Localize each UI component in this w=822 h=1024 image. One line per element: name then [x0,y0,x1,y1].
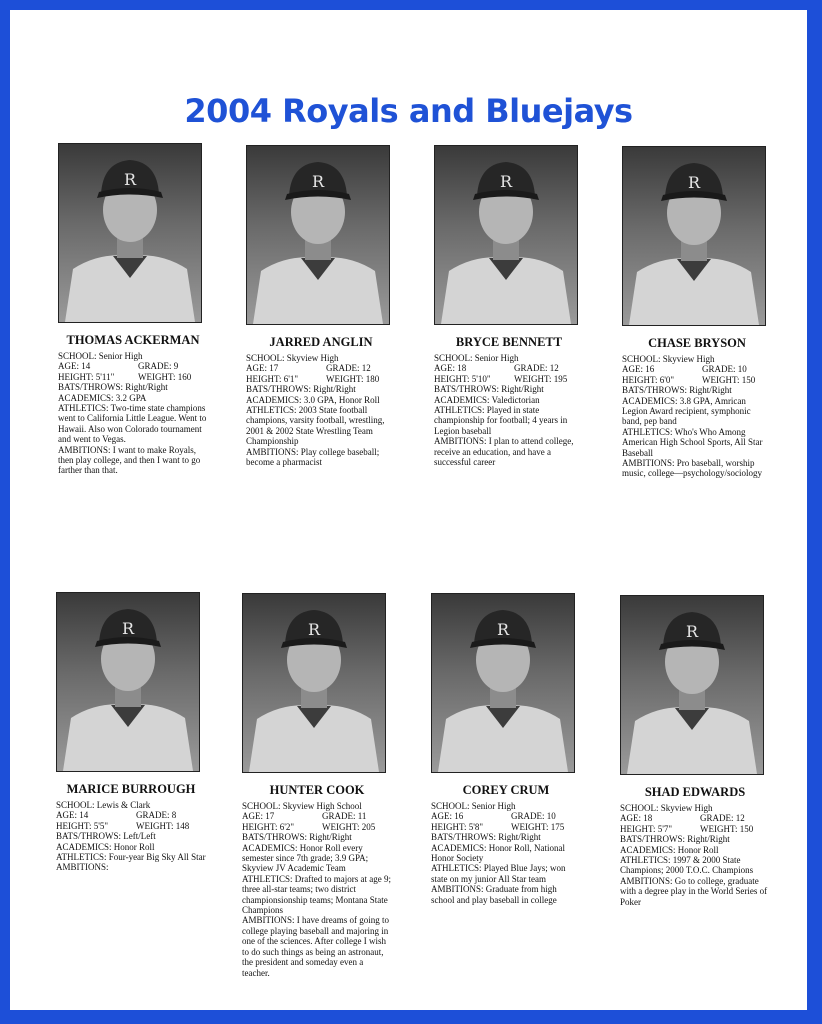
player-stats [620,803,770,907]
player-weight: WEIGHT: 175 [511,821,565,832]
player-bats-throws: BATS/THROWS: Left/Left [56,831,156,842]
player-academics: ACADEMICS: Honor Roll [620,844,719,855]
player-age: AGE: 18 [620,813,653,824]
player-school: SCHOOL: Lewis & Clark [56,800,151,810]
player-stats [246,353,396,467]
player-grade: GRADE: 12 [700,813,745,824]
player-bats-throws: BATS/THROWS: Right/Right [434,384,544,395]
player-weight: WEIGHT: 150 [702,374,756,385]
cap-letter: R [685,622,699,641]
player-photo [242,593,386,773]
player-grade: GRADE: 8 [136,810,177,821]
player-bats-throws: BATS/THROWS: Right/Right [58,382,168,393]
player-school: SCHOOL: Skyview High [622,354,715,364]
player-height: HEIGHT: 5'7" [620,823,673,834]
player-athletics: ATHLETICS: Played in state championship for football; 4 years in Legion baseball [434,405,568,436]
player-card-anglin [246,145,422,467]
player-photo [622,146,766,326]
player-weight: WEIGHT: 150 [700,823,754,834]
player-academics: ACADEMICS: Honor Roll every semester since 7th grade; 3.9 GPA; Skyview JV Academic Team [242,842,369,874]
player-athletics: ATHLETICS: 1997 & 2000 State Champions; 2000 T.O.C. Champions [620,855,754,876]
player-name: BRYCE BENNETT [455,335,563,349]
player-school: SCHOOL: Senior High [434,353,519,363]
player-ambitions: AMBITIONS: I want to make Royals, then play college, and then I want to go farther than that. [58,444,201,476]
player-stats [622,354,772,479]
player-ambitions: AMBITIONS: Play college baseball; become a pharmacist [246,446,380,468]
player-athletics: ATHLETICS: Played Blue Jays; won state on my junior All Star team [431,863,566,884]
player-card-ackerman [58,143,234,476]
player-bats-throws: BATS/THROWS: Right/Right [620,834,730,845]
player-academics: ACADEMICS: 3.2 GPA [58,392,147,403]
cap-letter: R [687,173,701,192]
player-grade: GRADE: 12 [326,363,371,374]
player-height: HEIGHT: 5'8" [431,821,484,832]
player-academics: ACADEMICS: 3.0 GPA, Honor Roll [246,394,380,405]
portrait-illustration [243,594,385,772]
player-height: HEIGHT: 5'10" [434,373,491,384]
player-card-edwards [620,595,796,907]
player-bats-throws: BATS/THROWS: Right/Right [246,384,356,395]
player-height: HEIGHT: 5'11" [58,371,115,382]
player-ambitions: AMBITIONS: Go to college, graduate with a degree play in the World Series of Poker [620,875,768,907]
player-weight: WEIGHT: 205 [322,821,376,832]
player-bats-throws: BATS/THROWS: Right/Right [431,832,541,843]
player-weight: WEIGHT: 180 [326,373,380,384]
player-photo [58,143,202,323]
player-school: SCHOOL: Skyview High School [242,801,362,811]
player-age: AGE: 14 [56,810,89,821]
player-athletics: ATHLETICS: Who's Who Among American High School Sports, All Star Baseball [622,426,763,458]
player-height: HEIGHT: 6'0" [622,374,675,385]
player-academics: ACADEMICS: Honor Roll, National Honor Society [431,842,565,864]
page-title: 2004 Royals and Bluejays [184,92,633,130]
cap-letter: R [311,172,325,191]
player-bats-throws: BATS/THROWS: Right/Right [242,832,352,843]
player-ambitions: AMBITIONS: [56,862,109,873]
player-academics: ACADEMICS: Valedictorian [434,394,540,405]
player-school: SCHOOL: Skyview High [620,803,713,813]
player-ambitions: AMBITIONS: I plan to attend college, receive an education, and have a successful career [434,436,574,468]
player-stats [242,801,392,978]
portrait-illustration [59,144,201,322]
player-stats [434,353,584,467]
player-grade: GRADE: 10 [702,364,747,375]
player-stats [58,351,208,476]
portrait-illustration [247,146,389,324]
portrait-illustration [432,594,574,772]
player-card-burrough [56,592,232,873]
cap-letter: R [123,170,137,189]
player-height: HEIGHT: 5'5" [56,820,109,831]
player-name: HUNTER COOK [269,783,365,797]
player-athletics: ATHLETICS: Four-year Big Sky All Star [56,852,206,863]
player-name: MARICE BURROUGH [66,782,196,796]
player-stats [56,800,206,873]
player-photo [246,145,390,325]
player-photo [56,592,200,772]
cap-letter: R [121,619,135,638]
portrait-illustration [621,596,763,774]
player-card-cook [242,593,418,978]
player-grade: GRADE: 12 [514,363,559,374]
player-athletics: ATHLETICS: Drafted to majors at age 9; three all-star teams; two district championsionship teams; Montana State Champions [242,873,391,916]
player-school: SCHOOL: Senior High [58,351,143,361]
player-athletics: ATHLETICS: 2003 State football champions, varsity football, wrestling, 2001 & 2002 State Wrestling Team Championship [246,405,385,447]
player-age: AGE: 18 [434,363,467,374]
player-photo [431,593,575,773]
player-school: SCHOOL: Skyview High [246,353,339,363]
player-weight: WEIGHT: 195 [514,373,568,384]
player-name: THOMAS ACKERMAN [66,333,200,347]
player-school: SCHOOL: Senior High [431,801,516,811]
portrait-illustration [435,146,577,324]
player-photo [620,595,764,775]
player-age: AGE: 17 [242,811,275,822]
player-athletics: ATHLETICS: Two-time state champions went to California Little League. Went to Hawaii. Also won Colorado tournament and went to Vegas. [58,403,207,445]
player-height: HEIGHT: 6'1" [246,373,299,384]
player-name: SHAD EDWARDS [644,785,746,799]
cap-letter: R [307,620,321,639]
player-age: AGE: 16 [431,811,464,822]
player-weight: WEIGHT: 148 [136,820,190,831]
player-academics: ACADEMICS: 3.8 GPA, Amrican Legion Award recipient, symphonic band, pep band [622,395,751,427]
cap-letter: R [496,620,510,639]
player-academics: ACADEMICS: Honor Roll [56,841,155,852]
portrait-illustration [57,593,199,771]
player-age: AGE: 16 [622,364,655,375]
player-ambitions: AMBITIONS: Pro baseball, worship music, college—psychology/sociology [622,458,762,479]
player-card-bennett [434,145,610,467]
player-name: JARRED ANGLIN [269,335,373,349]
player-bats-throws: BATS/THROWS: Right/Right [622,385,732,396]
portrait-illustration [623,147,765,325]
player-name: COREY CRUM [462,783,550,797]
player-grade: GRADE: 11 [322,811,367,822]
player-age: AGE: 14 [58,361,91,372]
yearbook-page [10,10,807,1010]
player-card-crum [431,593,607,905]
player-weight: WEIGHT: 160 [138,371,192,382]
player-height: HEIGHT: 6'2" [242,821,295,832]
player-ambitions: AMBITIONS: I have dreams of going to college playing baseball and majoring in one of the sciences. After college I wish to do such things as being an astronaut, the president and someday even a teacher. [242,915,389,978]
player-card-bryson [622,146,798,479]
player-age: AGE: 17 [246,363,279,374]
player-ambitions: AMBITIONS: Graduate from high school and play baseball in college [431,884,557,905]
player-name: CHASE BRYSON [648,336,746,350]
player-stats [431,801,581,905]
player-grade: GRADE: 9 [138,361,179,372]
player-grade: GRADE: 10 [511,811,556,822]
cap-letter: R [499,172,513,191]
player-photo [434,145,578,325]
